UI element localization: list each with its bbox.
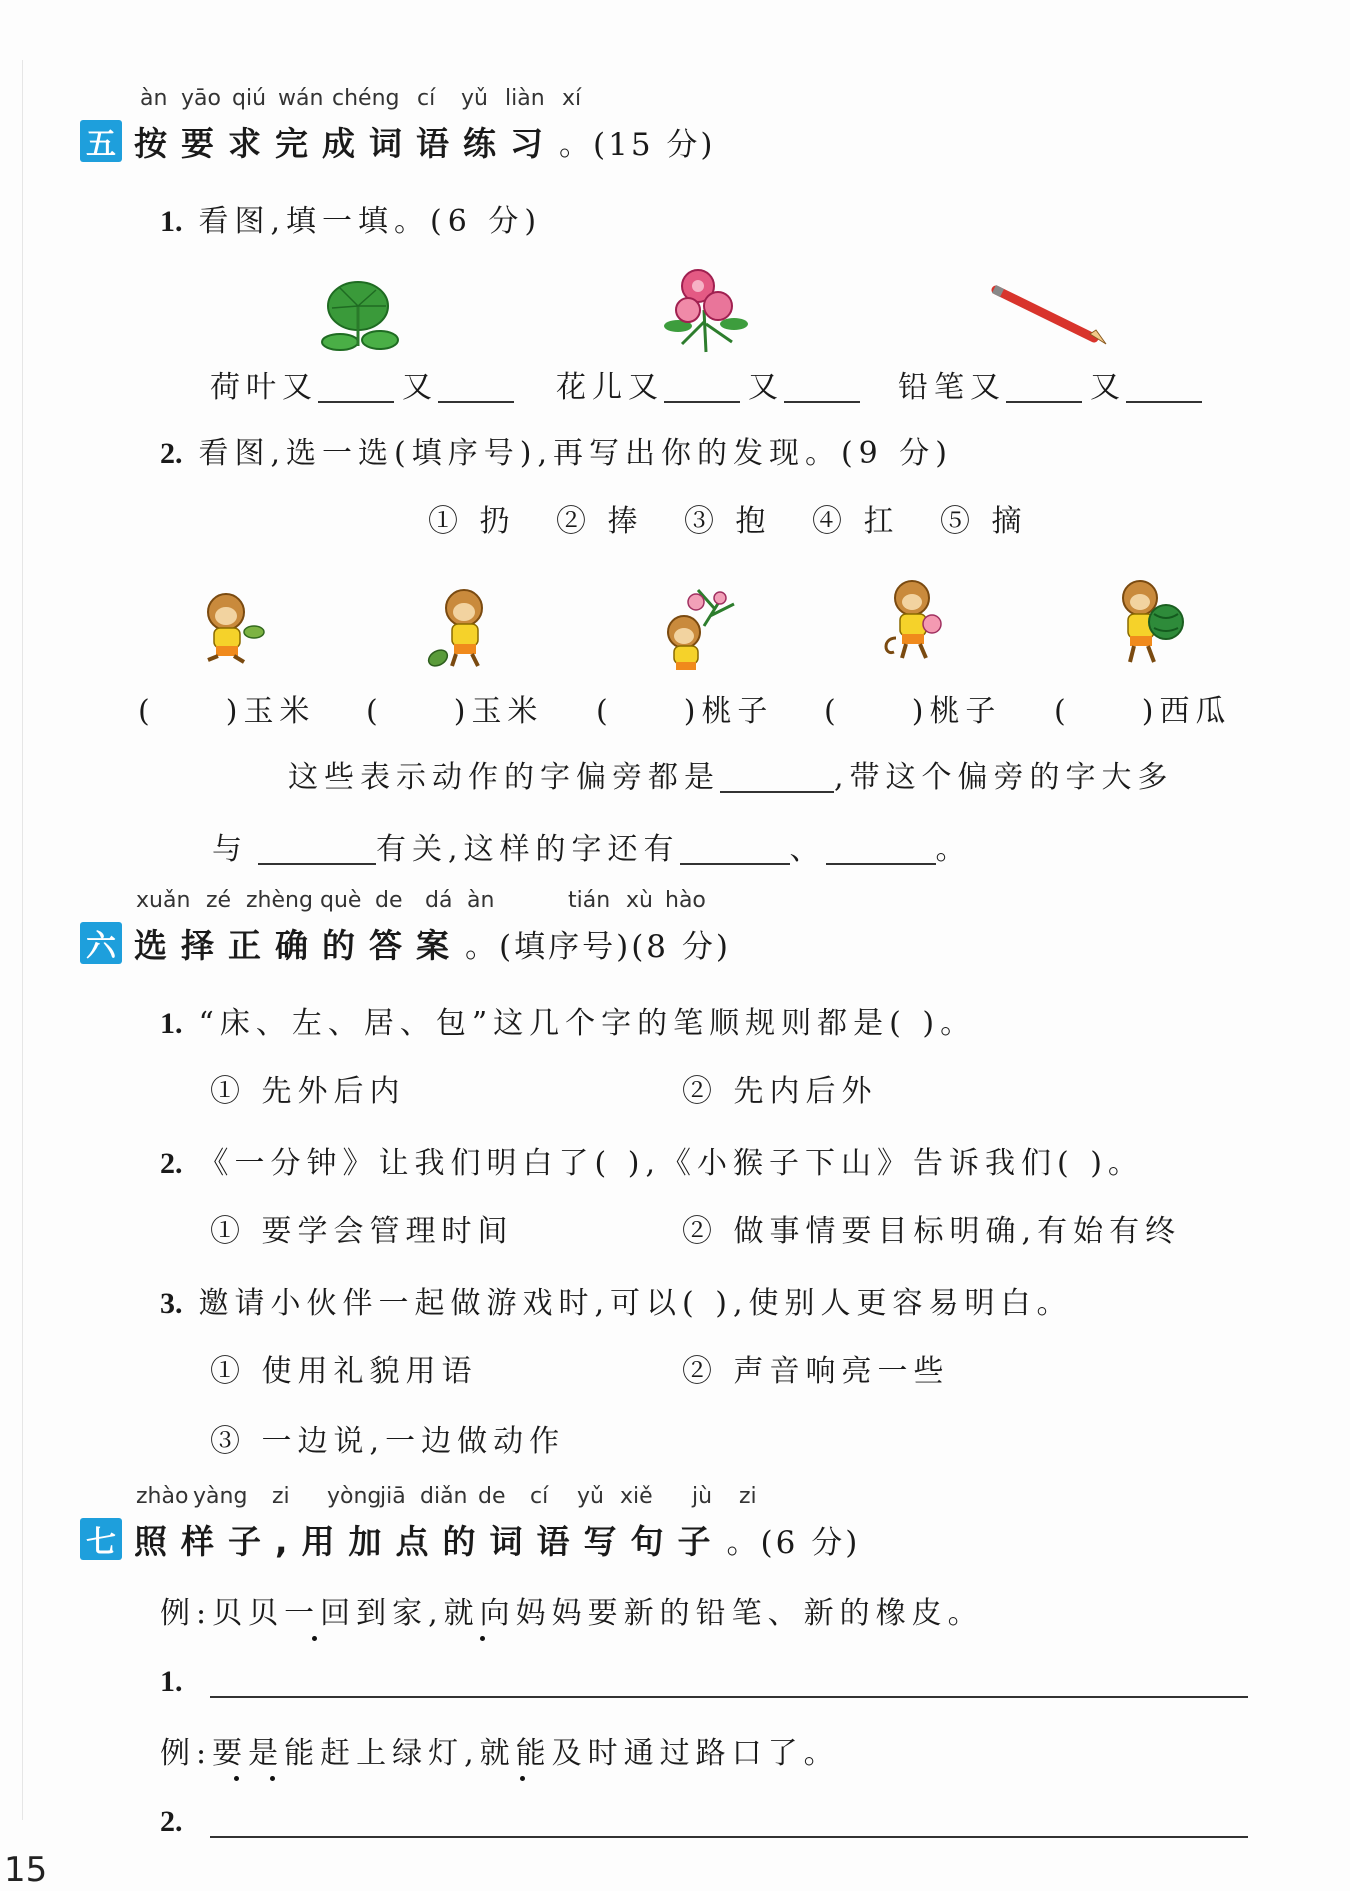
pinyin: zi bbox=[272, 1484, 290, 1509]
section-badge: 七 bbox=[80, 1518, 122, 1560]
bracket-open[interactable]: ( bbox=[366, 694, 384, 729]
answer-option[interactable]: ② 声音响亮一些 bbox=[682, 1354, 950, 1389]
question-number: 2. bbox=[160, 437, 183, 470]
pinyin: cí bbox=[530, 1484, 549, 1509]
question-number: 1. bbox=[160, 1665, 183, 1698]
choice-word: 桃子 bbox=[701, 694, 774, 729]
section-score: 。(6 分) bbox=[726, 1524, 861, 1561]
discovery-sentence bbox=[212, 824, 972, 868]
pinyin: yǔ bbox=[577, 1484, 604, 1509]
pinyin-row bbox=[80, 1484, 1260, 1514]
option: ② 捧 bbox=[556, 504, 644, 539]
blank[interactable] bbox=[720, 761, 834, 793]
section-heading bbox=[80, 116, 1260, 166]
blank[interactable] bbox=[318, 371, 394, 403]
fill-mid: 又 bbox=[402, 370, 438, 405]
emphasis-dot bbox=[312, 1636, 317, 1641]
pinyin: zi bbox=[739, 1484, 757, 1509]
pinyin: yāo bbox=[181, 86, 221, 111]
pencil-picture bbox=[990, 284, 1110, 348]
pinyin: de bbox=[478, 1484, 506, 1509]
writing-line[interactable] bbox=[210, 1836, 1248, 1838]
sentence-text: 有关,这样的字还有 bbox=[376, 832, 680, 867]
lotus-leaf-picture bbox=[318, 276, 404, 354]
pinyin: zhào bbox=[136, 1484, 189, 1509]
section-score: 。(填序号)(8 分) bbox=[465, 928, 731, 965]
pinyin: dá bbox=[425, 888, 453, 913]
blank[interactable] bbox=[826, 833, 936, 865]
choice-word: 西瓜 bbox=[1159, 694, 1232, 729]
choice-item bbox=[366, 686, 543, 730]
answer-option[interactable]: ① 使用礼貌用语 bbox=[210, 1354, 478, 1389]
section-score: 。(15 分) bbox=[559, 126, 716, 163]
pinyin: tián bbox=[568, 888, 611, 913]
answer-option[interactable]: ② 先内后外 bbox=[682, 1074, 878, 1109]
question-6-1 bbox=[160, 998, 976, 1042]
blank[interactable] bbox=[1126, 371, 1202, 403]
bracket-open[interactable]: ( bbox=[596, 694, 614, 729]
pinyin: wán bbox=[278, 86, 324, 111]
question-number: 2. bbox=[160, 1147, 183, 1180]
fill-prefix: 铅笔又 bbox=[898, 370, 1006, 405]
pinyin: hào bbox=[665, 888, 706, 913]
bracket-open[interactable]: ( bbox=[138, 694, 156, 729]
monkey-picture bbox=[880, 578, 954, 666]
answer-option[interactable]: ② 做事情要目标明确,有始有终 bbox=[682, 1214, 1182, 1249]
fill-prefix: 荷叶又 bbox=[210, 370, 318, 405]
pinyin: zhèng bbox=[246, 888, 313, 913]
pinyin: xí bbox=[562, 86, 582, 111]
pinyin: cí bbox=[417, 86, 436, 111]
section-five bbox=[80, 86, 1260, 166]
bracket-open[interactable]: ( bbox=[1054, 694, 1072, 729]
section-badge: 五 bbox=[80, 120, 122, 162]
pinyin: chéng bbox=[332, 86, 400, 111]
pinyin: jù bbox=[692, 1484, 713, 1509]
question-5-1 bbox=[160, 196, 542, 240]
fill-mid: 又 bbox=[1090, 370, 1126, 405]
fill-in-item bbox=[556, 362, 860, 406]
sentence-end: 。 bbox=[935, 832, 972, 867]
monkey-picture bbox=[194, 590, 274, 668]
pinyin: liàn bbox=[505, 86, 545, 111]
emphasis-dot bbox=[270, 1776, 275, 1781]
fill-prefix: 花儿又 bbox=[556, 370, 664, 405]
separator: 、 bbox=[789, 832, 826, 867]
monkey-picture bbox=[654, 586, 738, 676]
blank[interactable] bbox=[664, 371, 740, 403]
pinyin: xù bbox=[626, 888, 653, 913]
pinyin-row bbox=[80, 86, 1260, 116]
bracket-close: ) bbox=[911, 694, 930, 729]
fill-in-item bbox=[210, 362, 514, 406]
sentence-text: 与 bbox=[212, 832, 248, 867]
section-badge: 六 bbox=[80, 922, 122, 964]
answer-line-label bbox=[160, 1804, 199, 1839]
section-seven bbox=[80, 1484, 1260, 1564]
question-number: 2. bbox=[160, 1805, 183, 1838]
monkey-picture bbox=[1110, 578, 1194, 670]
question-6-3 bbox=[160, 1278, 1073, 1322]
monkey-picture bbox=[426, 586, 496, 674]
question-number: 3. bbox=[160, 1287, 183, 1320]
answer-option[interactable]: ① 先外后内 bbox=[210, 1074, 406, 1109]
section-six bbox=[80, 888, 1260, 968]
blank[interactable] bbox=[258, 833, 376, 865]
pinyin: yàng bbox=[193, 1484, 248, 1509]
pinyin: yǔ bbox=[461, 86, 488, 111]
pinyin: xiě bbox=[620, 1484, 653, 1509]
pinyin: àn bbox=[467, 888, 495, 913]
emphasis-dot bbox=[480, 1636, 485, 1641]
option: ③ 抱 bbox=[684, 504, 772, 539]
choice-item bbox=[596, 686, 773, 730]
pinyin: de bbox=[375, 888, 403, 913]
section-title: 选择正确的答案 bbox=[134, 925, 463, 965]
fill-in-item bbox=[898, 362, 1202, 406]
bracket-close: ) bbox=[453, 694, 472, 729]
example-sentence: 例:要是能赶上绿灯,就能及时通过路口了。 bbox=[160, 1736, 840, 1771]
pinyin: zé bbox=[206, 888, 232, 913]
section-heading bbox=[80, 1514, 1260, 1564]
choice-word: 桃子 bbox=[929, 694, 1002, 729]
writing-line[interactable] bbox=[210, 1696, 1248, 1698]
bracket-open[interactable]: ( bbox=[824, 694, 842, 729]
question-5-2 bbox=[160, 428, 953, 472]
answer-option[interactable]: ③ 一边说,一边做动作 bbox=[210, 1424, 566, 1459]
section-heading bbox=[80, 918, 1260, 968]
pinyin: qiú bbox=[232, 86, 267, 111]
option: ① 扔 bbox=[428, 504, 516, 539]
question-text: 看图,选一选(填序号),再写出你的发现。(9 分) bbox=[198, 436, 954, 471]
option: ⑤ 摘 bbox=[940, 504, 1028, 539]
blank[interactable] bbox=[438, 371, 514, 403]
pinyin: què bbox=[320, 888, 362, 913]
sentence-text: ,带这个偏旁的字大多 bbox=[834, 760, 1174, 795]
pinyin: jiā bbox=[380, 1484, 406, 1509]
question-6-2 bbox=[160, 1138, 1144, 1182]
example-sentence: 例:贝贝一回到家,就向妈妈要新的铅笔、新的橡皮。 bbox=[160, 1596, 984, 1631]
question-text: 《一分钟》让我们明白了( ),《小猴子下山》告诉我们( )。 bbox=[198, 1146, 1144, 1181]
bracket-close: ) bbox=[683, 694, 702, 729]
emphasis-dot bbox=[520, 1776, 525, 1781]
question-number: 1. bbox=[160, 205, 183, 238]
question-text: 邀请小伙伴一起做游戏时,可以( ),使别人更容易明白。 bbox=[198, 1286, 1073, 1321]
page-number: 15 bbox=[4, 1850, 48, 1890]
answer-option[interactable]: ① 要学会管理时间 bbox=[210, 1214, 514, 1249]
bracket-close: ) bbox=[1141, 694, 1160, 729]
choice-item bbox=[1054, 686, 1231, 730]
choice-word: 玉米 bbox=[471, 694, 544, 729]
pinyin: xuǎn bbox=[136, 888, 191, 913]
fill-mid: 又 bbox=[748, 370, 784, 405]
question-text: “床、左、居、包”这几个字的笔顺规则都是( )。 bbox=[198, 1006, 977, 1041]
sentence-text: 这些表示动作的字偏旁都是 bbox=[288, 760, 720, 795]
pinyin: yòng bbox=[327, 1484, 382, 1509]
choice-item bbox=[824, 686, 1001, 730]
choice-item bbox=[138, 686, 315, 730]
answer-line-label bbox=[160, 1664, 199, 1699]
blank[interactable] bbox=[680, 833, 790, 865]
question-text: 看图,填一填。(6 分) bbox=[198, 204, 543, 239]
section-title: 照样子,用加点的词语写句子 bbox=[134, 1521, 725, 1561]
page-edge bbox=[22, 60, 23, 1820]
pinyin: diǎn bbox=[420, 1484, 468, 1509]
pinyin-row bbox=[80, 888, 1260, 918]
pinyin: àn bbox=[140, 86, 168, 111]
blank[interactable] bbox=[1006, 371, 1082, 403]
section-title: 按要求完成词语练习 bbox=[134, 123, 557, 163]
discovery-sentence bbox=[288, 752, 1174, 796]
question-number: 1. bbox=[160, 1007, 183, 1040]
option: ④ 扛 bbox=[812, 504, 900, 539]
choice-word: 玉米 bbox=[243, 694, 316, 729]
bracket-close: ) bbox=[225, 694, 244, 729]
blank[interactable] bbox=[784, 371, 860, 403]
flower-picture bbox=[654, 262, 754, 354]
emphasis-dot bbox=[234, 1776, 239, 1781]
